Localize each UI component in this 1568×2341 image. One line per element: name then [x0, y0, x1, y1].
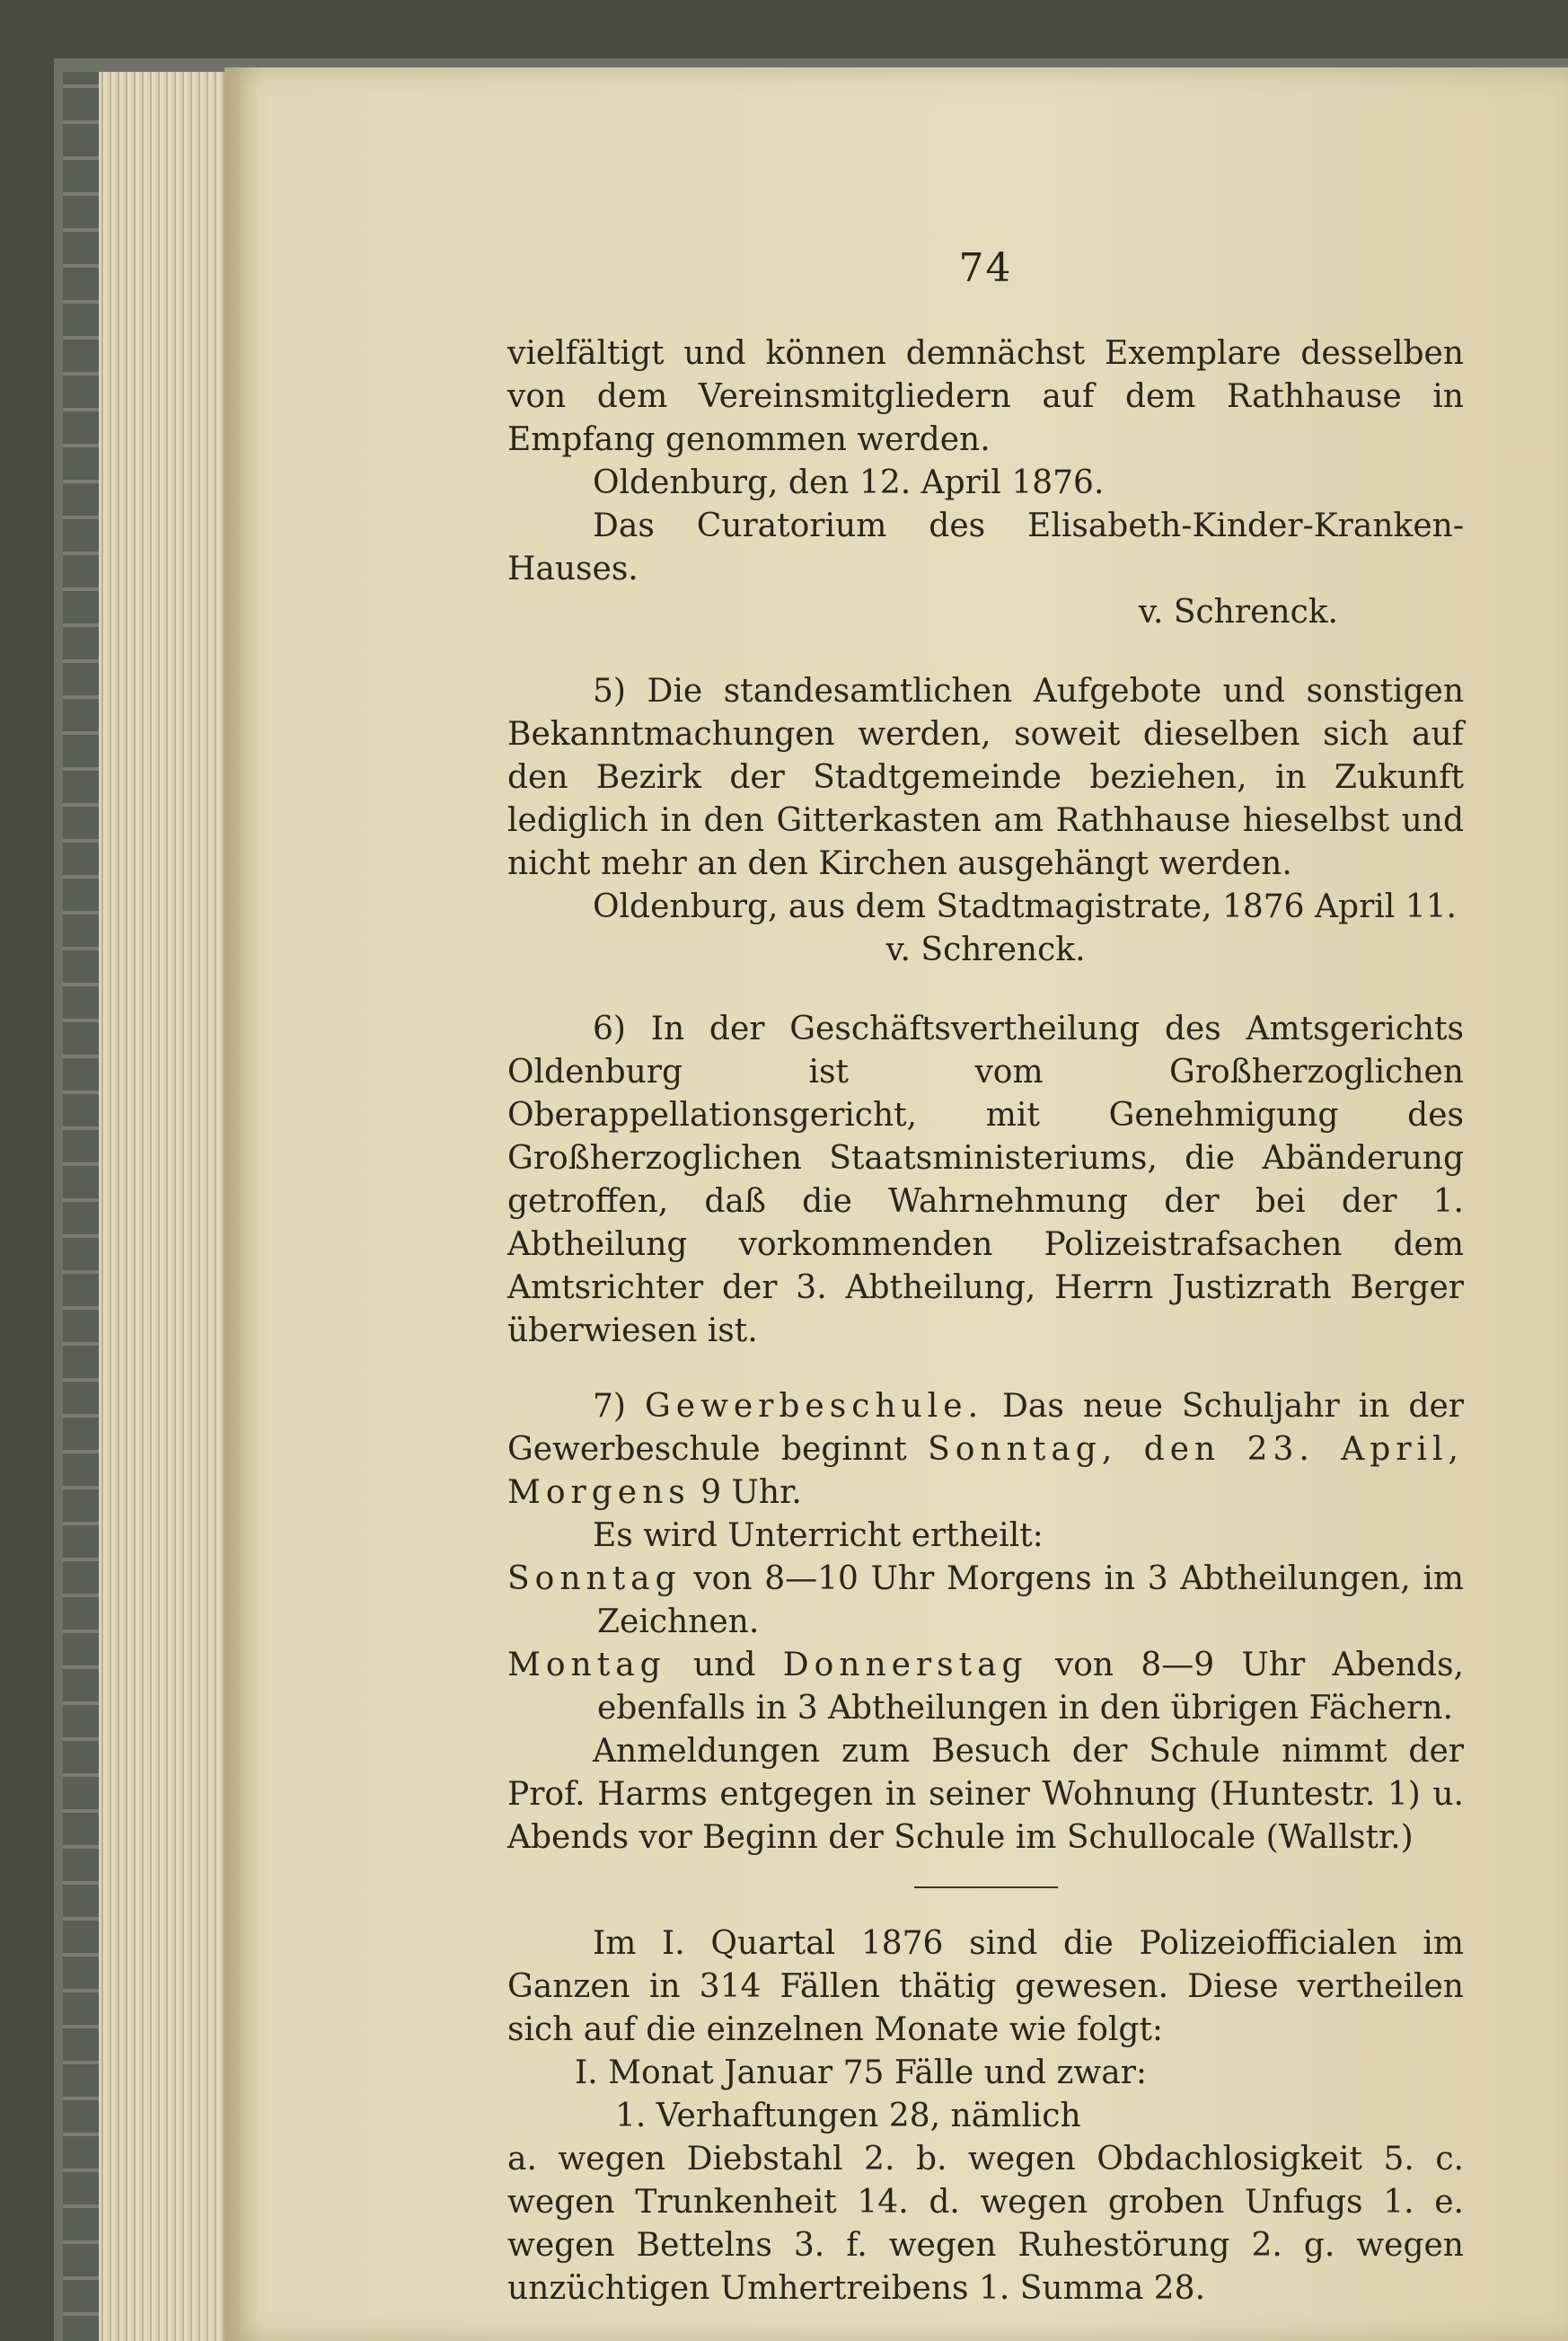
paragraph-7-number: 7)	[593, 1388, 645, 1425]
schedule-sunday-label: Sonntag	[507, 1560, 682, 1597]
paragraph-7-sunday-date: Sonntag, den 23. April, Morgens	[507, 1431, 1465, 1511]
quarter-arrests-heading: 1. Verhaftungen 28, nämlich	[615, 2098, 1081, 2134]
quarter-month-heading: I. Monat Januar 75 Fälle und zwar:	[575, 2054, 1148, 2091]
intro-signature-name: v. Schrenck.	[1138, 594, 1338, 631]
schedule-monday-text: von 8—9 Uhr Abends, ebenfalls in 3 Abtheilungen in den übrigen Fächern.	[597, 1647, 1464, 1727]
book-spine	[63, 72, 99, 2341]
intro-paragraph: vielfältigt und können demnächst Exemplare desselben von dem Vereinsmitgliedern auf dem Rathhause in Empfang genommen werden.	[507, 335, 1464, 458]
section-divider	[914, 1886, 1058, 1888]
page-stack-edge	[99, 72, 242, 2341]
paragraph-7	[507, 1385, 1464, 1515]
paragraph-6: 6) In der Geschäftsvertheilung des Amtsgerichts Oldenburg ist vom Großherzoglichen Oberappellationsgericht, mit Genehmigung des Großherzoglichen Staatsministeriums, die Abänderung getroffen, daß die Wahrnehmung der bei der 1. Abtheilung vorkommenden Polizeistrafsachen dem Amtsrichter der 3. Abtheilung, Herrn Justizrath Berger überwiesen ist.	[507, 1011, 1464, 1349]
registration-note: Anmeldungen zum Besuch der Schule nimmt der Prof. Harms entgegen in seiner Wohnung (Huntestr. 1) u. Abends vor Beginn der Schule im Schullocale (Wallstr.)	[507, 1733, 1464, 1856]
page-content	[507, 243, 1464, 2310]
schedule-monday-label: Montag	[507, 1647, 666, 1683]
paragraph-7-lead: Es wird Unterricht ertheilt:	[593, 1517, 1044, 1554]
paragraph-5: 5) Die standesamtlichen Aufgebote und sonstigen Bekanntmachungen werden, soweit dieselben sich auf den Bezirk der Stadtgemeinde beziehen, in Zukunft lediglich in den Gitterkasten am Rathhause hieselbst und nicht mehr an den Kirchen ausgehängt werden.	[507, 673, 1464, 882]
quarter-intro: Im I. Quartal 1876 sind die Polizeiofficialen im Ganzen in 314 Fällen thätig gewesen. Diese vertheilen sich auf die einzelnen Monate wie folgt:	[507, 1925, 1464, 2048]
paragraph-5-date: Oldenburg, aus dem Stadtmagistrate, 1876 April 11.	[593, 888, 1457, 925]
paragraph-5-signature: v. Schrenck.	[885, 932, 1086, 968]
paragraph-7-text-1: Das neue Schuljahr in der Gewerbeschule beginnt	[507, 1388, 1464, 1468]
schedule-monday-thursday	[507, 1644, 1464, 1730]
schedule-sunday-text: von 8—10 Uhr Morgens in 3 Abtheilungen, im Zeichnen.	[597, 1560, 1464, 1640]
schedule-and: und	[665, 1647, 783, 1683]
schedule-sunday	[507, 1558, 1464, 1644]
paragraph-7-text-2: 9 Uhr.	[690, 1474, 802, 1511]
intro-signature-institution: Das Curatorium des Elisabeth-Kinder-Kranken-Hauses.	[507, 508, 1464, 587]
intro-date: Oldenburg, den 12. April 1876.	[593, 464, 1105, 501]
paragraph-7-heading: Gewerbeschule.	[645, 1388, 984, 1425]
page-number: 74	[958, 245, 1013, 291]
schedule-thursday-label: Donnerstag	[782, 1647, 1028, 1683]
quarter-arrests-detail: a. wegen Diebstahl 2. b. wegen Obdachlosigkeit 5. c. wegen Trunkenheit 14. d. wegen groben Unfugs 1. e. wegen Bettelns 3. f. wegen Ruhestörung 2. g. wegen unzüchtigen Umhertreibens 1. Summa 28.	[507, 2141, 1464, 2307]
